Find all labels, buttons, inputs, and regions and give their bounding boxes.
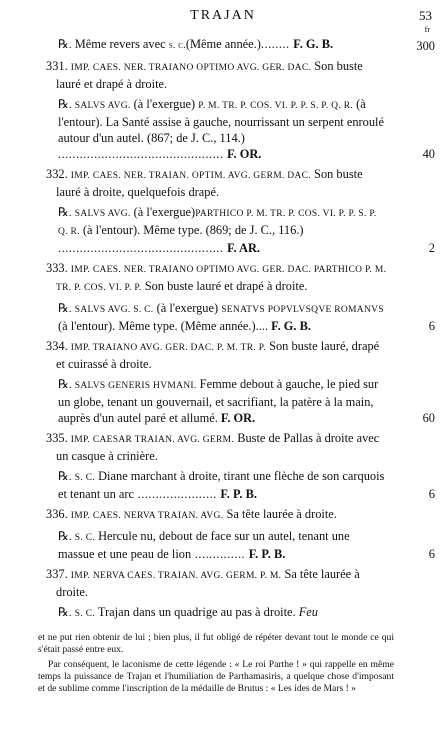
entry-text: Sa tête laurée à droite.	[223, 507, 337, 521]
numbered-entry	[46, 430, 389, 464]
entry-text: (à l'entour). La Santé assise à gauche, nourrissant un serpent enroulé autour d'un autel. (867; de J. C., 114.)	[58, 97, 385, 145]
coin-legend: S. C.	[74, 609, 96, 619]
leader-dots: ..............................................	[58, 147, 228, 161]
coin-legend: S. C.	[74, 533, 96, 543]
coin-legend: IMP. CAES. NER. TRAIAN. OPTIM. AVG. GERM. DAC.	[70, 171, 311, 181]
entry-number: 336.	[46, 507, 71, 521]
coin-legend: SENATVS POPVLVSQVE ROMANVS	[221, 305, 384, 315]
metal-mark: F. P. B.	[248, 547, 286, 561]
leader-dots: ......................	[134, 487, 221, 501]
reverse-entry	[46, 604, 389, 622]
entry-number: 331.	[46, 59, 71, 73]
numbered-entry	[46, 506, 389, 524]
entry-text: Diane marchant à droite, tirant une flèche de son carquois et tenant un arc	[58, 469, 385, 501]
entry-text: (Même année.)	[185, 37, 261, 51]
entry-text: Sa tête laurée à droite.	[56, 567, 360, 599]
reverse-mark: ℞.	[58, 97, 72, 111]
numbered-entry	[46, 166, 389, 200]
leader-dots: ..............................................	[58, 241, 228, 255]
entry-text: (à l'exergue)	[130, 205, 196, 219]
coin-legend: P. M. TR. P. COS. VI. P. P. S. P. Q. R.	[198, 101, 354, 111]
coin-legend: SALVS AVG.	[74, 209, 131, 219]
reverse-entry	[46, 204, 389, 256]
entry-text: Femme debout à gauche, le pied sur un globe, tenant un gouvernail, et sacrifiant, la patère à la main, auprès d'un autel paré et allumé.	[58, 377, 379, 425]
reverse-mark: ℞.	[58, 529, 72, 543]
metal-mark: F. P. B.	[220, 487, 257, 501]
coin-legend: SALVS GENERIS HVMANI.	[74, 381, 197, 391]
price-value: 6	[428, 547, 435, 561]
numbered-entry	[46, 58, 389, 92]
entry-number: 332.	[46, 167, 71, 181]
metal-mark: F. G. B.	[293, 37, 334, 51]
coin-legend: SALVS AVG.	[74, 101, 131, 111]
coin-legend: IMP. CAES. NER. TRAIANO OPTIMO AVG. GER. DAC.	[70, 63, 312, 73]
entry-text: (à l'exergue)	[153, 301, 222, 315]
coin-legend: PARTHICO P. M. TR. P. COS. VI. P. P. S. P. Q. R.	[58, 209, 377, 237]
page-number: 53	[419, 8, 432, 23]
leader-dots: ..............	[191, 547, 249, 561]
entry-text: Son buste lauré et drapé à droite.	[56, 59, 363, 91]
metal-mark: F. OR.	[227, 147, 262, 161]
reverse-entry	[46, 36, 389, 54]
page-header	[0, 8, 446, 34]
entry-text: Même revers avec	[74, 37, 169, 51]
entry-number: 337.	[46, 567, 71, 581]
reverse-entry	[46, 376, 389, 426]
entry-text: Son buste lauré, drapé et cuirassé à droite.	[56, 339, 380, 371]
reverse-mark: ℞.	[58, 377, 72, 391]
entry-text: Buste de Pallas à droite avec un casque à crinière.	[56, 431, 380, 463]
coin-legend: IMP. CAESAR TRAIAN. AVG. GERM.	[70, 435, 235, 445]
price-value: 40	[422, 147, 435, 161]
reverse-entry	[46, 468, 389, 502]
reverse-entry	[46, 96, 389, 162]
coin-legend: IMP. CAES. NERVA TRAIAN. AVG.	[70, 511, 224, 521]
catalogue-body	[46, 36, 389, 626]
entry-number: 334.	[46, 339, 71, 353]
reverse-mark: ℞.	[58, 37, 72, 51]
footnotes	[38, 632, 394, 698]
price-value: 6	[428, 487, 435, 501]
footnote-continuation: et ne put rien obtenir de lui ; bien plus, il fut obligé de répéter devant tout le monde ce qui s'était passé entre eux.	[38, 632, 394, 655]
metal-mark: F. OR.	[220, 411, 256, 425]
reverse-mark: ℞.	[58, 469, 72, 483]
entry-text: (à l'exergue)	[130, 97, 199, 111]
entry-text: (à l'entour). Même type. (Même année.)....	[58, 319, 272, 333]
numbered-entry	[46, 338, 389, 372]
price-value: 60	[422, 411, 435, 425]
reverse-mark: ℞.	[58, 605, 72, 619]
entry-text-italic: Feu	[298, 605, 318, 619]
reverse-mark: ℞.	[58, 205, 72, 219]
numbered-entry	[46, 260, 389, 296]
reverse-entry	[46, 300, 389, 334]
metal-mark: F. G. B.	[271, 319, 311, 333]
numbered-entry	[46, 566, 389, 600]
entry-text: Son buste lauré et drapé à droite.	[141, 279, 308, 293]
leader-dots: ........	[260, 37, 294, 51]
price-value: 6	[428, 319, 435, 333]
entry-text: Son buste lauré à droite, quelquefois drapé.	[56, 167, 363, 199]
price-value: 300	[416, 39, 435, 53]
coin-legend: IMP. CAES. NER. TRAIANO OPTIMO AVG. GER. DAC. PARTHICO P. M. TR. P. COS. VI. P. P.	[56, 265, 387, 293]
price-value: 2	[428, 241, 435, 255]
metal-mark: F. AR.	[227, 241, 261, 255]
coin-legend: SALVS AVG. S. C.	[74, 305, 154, 315]
entry-text: (à l'entour). Même type. (869; de J. C., 116.)	[79, 223, 304, 237]
reverse-mark: ℞.	[58, 301, 72, 315]
footnote-paragraph: Par conséquent, le laconisme de cette légende : « Le roi Parthe ! » qui rappelle en même temps la puissance de Trajan et l'humiliation de Parthamasiris, a quelque chose d'imposant et de sublime comme l'inscription de la médaille de Brutus : « Les ides de Mars ! »	[38, 659, 394, 694]
coin-legend: IMP. TRAIANO AVG. GER. DAC. P. M. TR. P.	[70, 343, 266, 353]
entry-number: 333.	[46, 261, 71, 275]
entry-text: Trajan dans un quadrige au pas à droite.	[95, 605, 299, 619]
reverse-entry	[46, 528, 389, 562]
coin-legend: S. C.	[74, 473, 96, 483]
running-title: TRAJAN	[190, 8, 256, 23]
page-suffix: fr	[424, 25, 430, 34]
coin-legend: IMP. NERVA CAES. TRAIAN. AVG. GERM. P. M.	[70, 571, 282, 581]
entry-number: 335.	[46, 431, 71, 445]
coin-legend: s. c.	[168, 41, 186, 51]
entry-text: Hercule nu, debout de face sur un autel, tenant une massue et une peau de lion	[58, 529, 350, 561]
